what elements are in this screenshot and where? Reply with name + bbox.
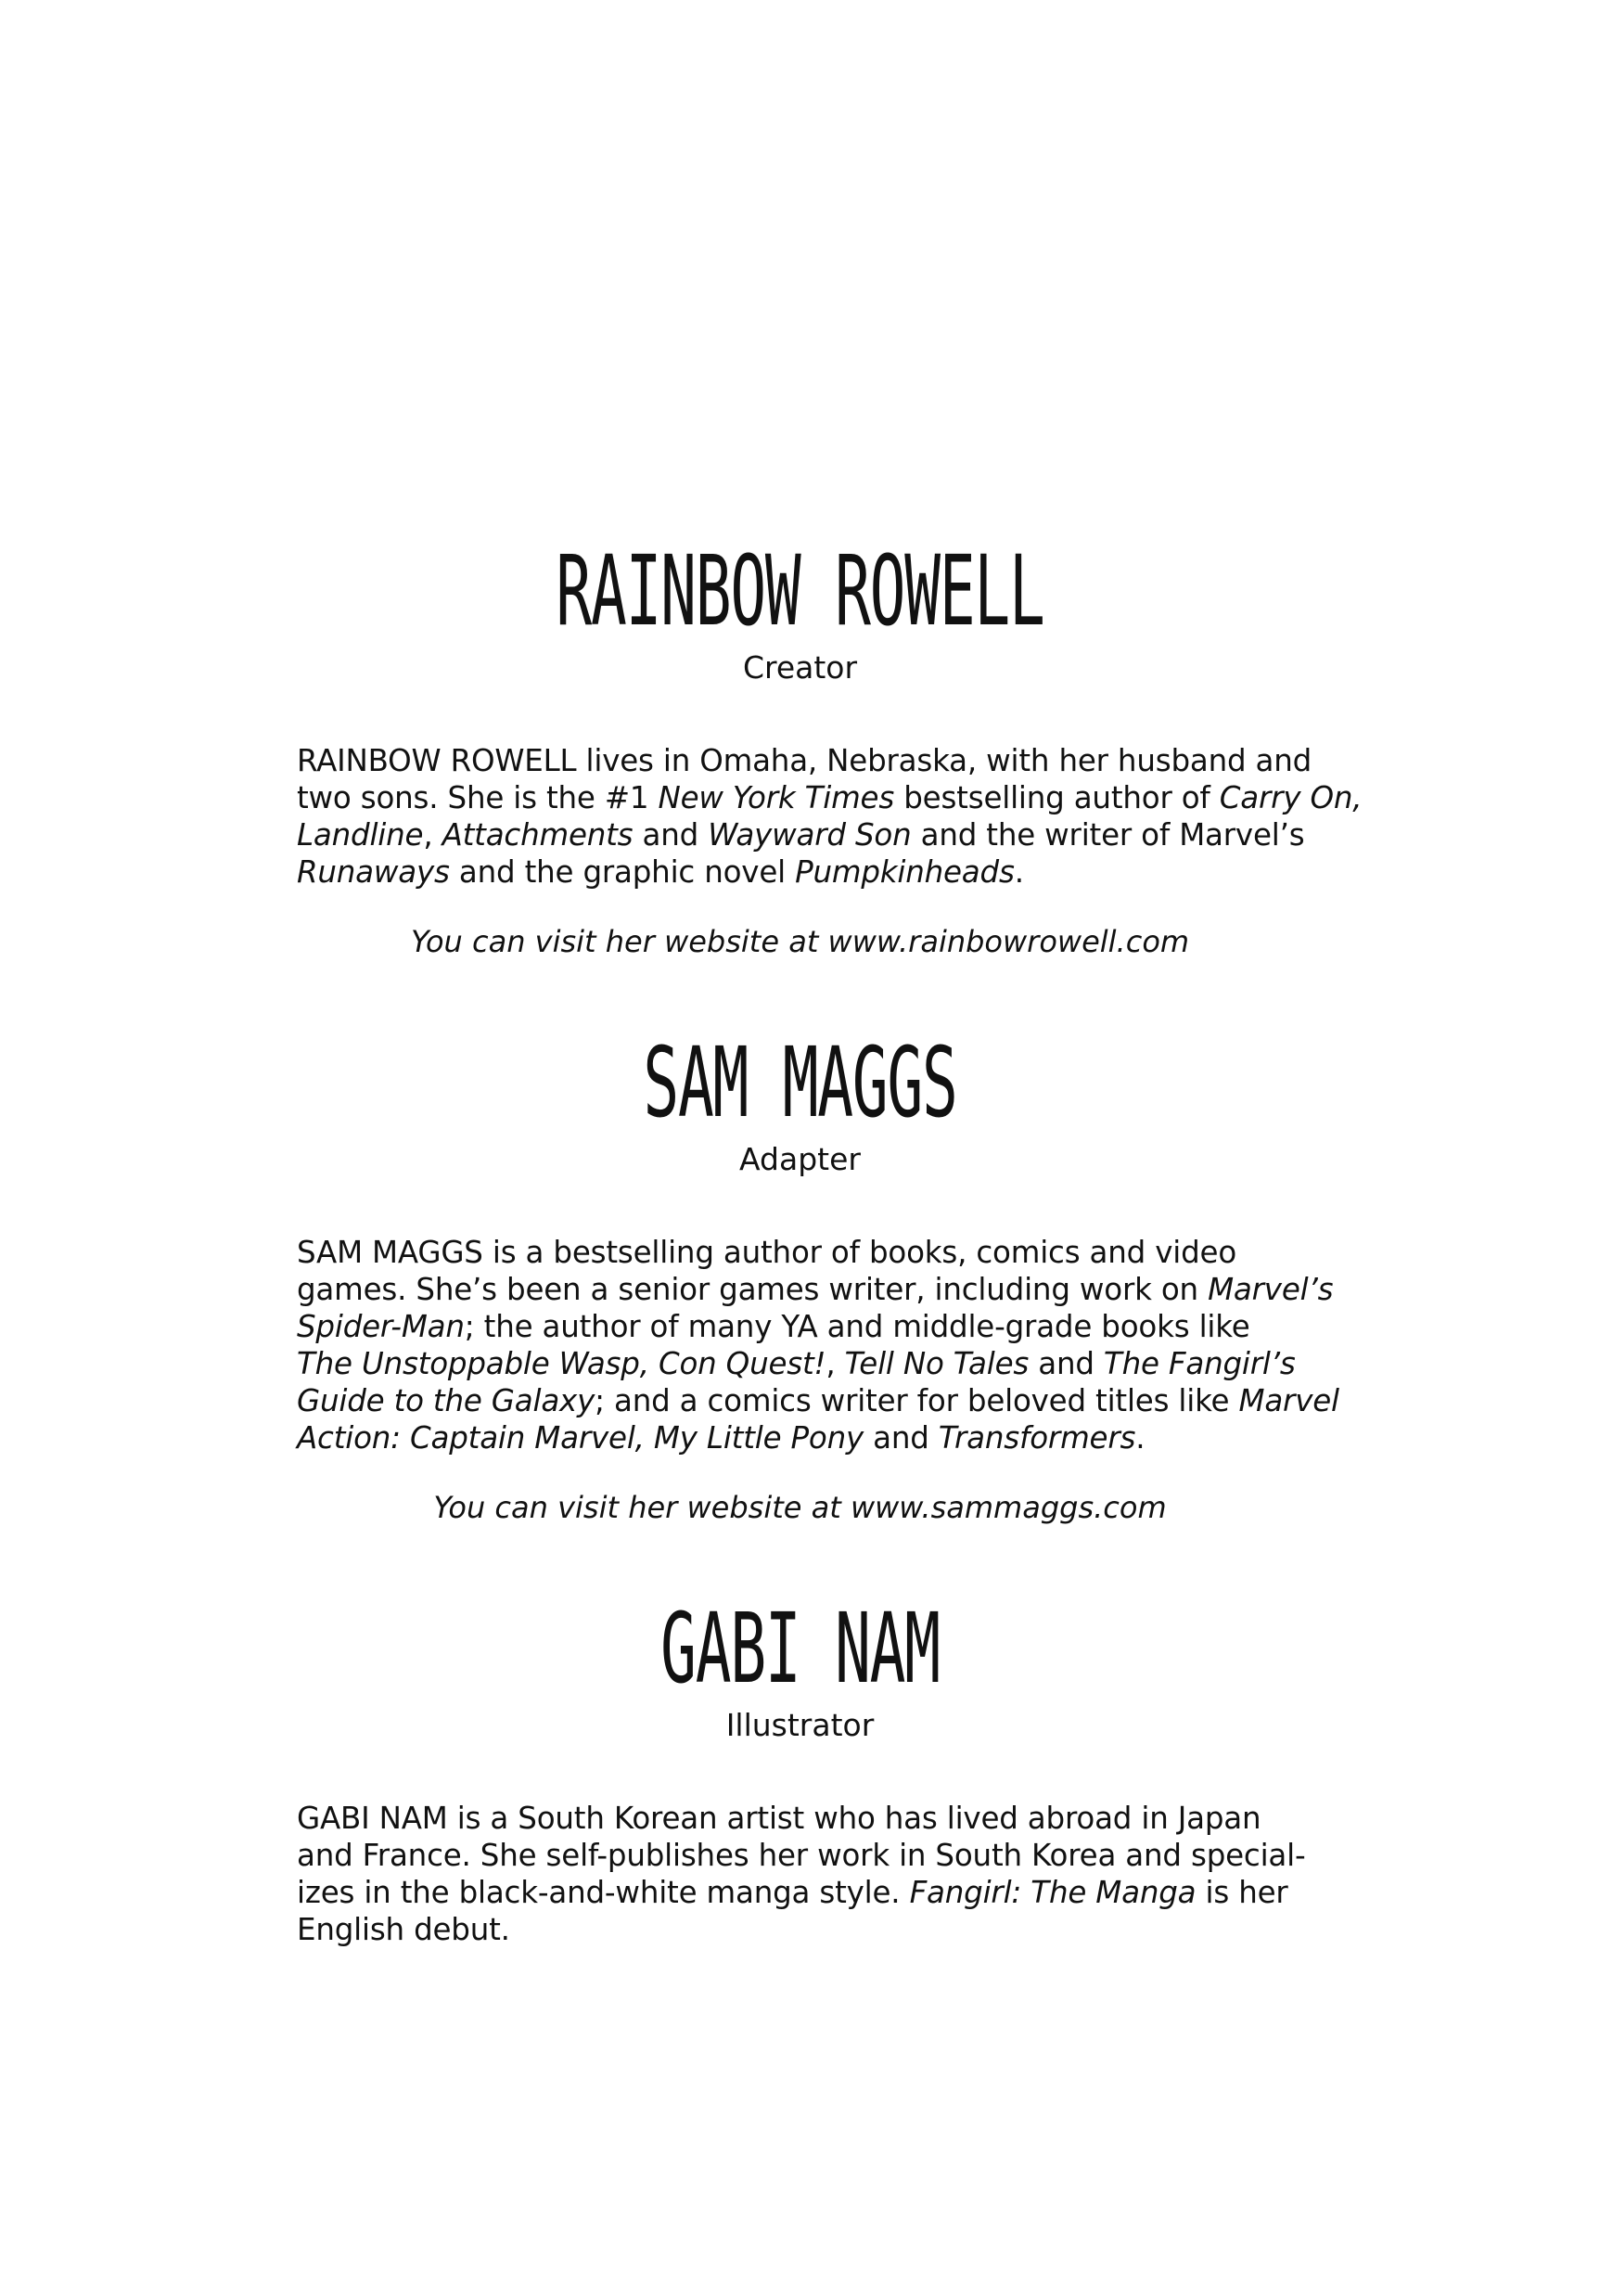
text-run: English debut. xyxy=(297,1912,510,1947)
text-run: , xyxy=(826,1346,845,1381)
text-run: two sons. She is the #1 xyxy=(297,780,659,815)
italic-title: Marvel xyxy=(1238,1383,1339,1418)
text-run: and France. She self-publishes her work in South Korea and special- xyxy=(297,1838,1306,1873)
adapter-role: Adapter xyxy=(739,1141,861,1177)
illustrator-role: Illustrator xyxy=(725,1707,875,1743)
italic-title: Fangirl: The Manga xyxy=(909,1875,1197,1910)
italic-title: The Unstoppable Wasp, Con Quest! xyxy=(297,1346,826,1381)
text-run: SAM MAGGS is a bestselling author of books, comics and video xyxy=(297,1235,1237,1270)
italic-title: Transformers xyxy=(938,1420,1136,1456)
bio-line xyxy=(297,1382,1339,1419)
bio-line xyxy=(297,1271,1336,1308)
bio-line xyxy=(297,1345,1336,1382)
italic-title: Guide to the Galaxy xyxy=(297,1383,595,1418)
italic-title: Spider-Man xyxy=(297,1309,465,1344)
bio-line xyxy=(297,1911,1336,1948)
bio-line xyxy=(297,1308,1336,1345)
text-run: and the graphic novel xyxy=(449,854,796,890)
italic-title: New York Times xyxy=(658,780,895,815)
text-run: and xyxy=(1029,1346,1104,1381)
bio-line xyxy=(297,853,1336,891)
adapter-bio-text xyxy=(297,1234,1339,1456)
bio-line xyxy=(297,1419,1336,1456)
bio-line xyxy=(297,742,1336,779)
italic-title: The Fangirl’s xyxy=(1103,1346,1296,1381)
bio-line xyxy=(297,1837,1336,1874)
text-run: , xyxy=(423,817,442,853)
text-run: games. She’s been a senior games writer, including work on xyxy=(297,1272,1209,1307)
text-run: GABI NAM is a South Korean artist who has lived abroad in Japan xyxy=(297,1801,1261,1836)
bio-line xyxy=(297,1234,1336,1271)
bio-line xyxy=(297,779,1363,816)
italic-title: Attachments xyxy=(442,817,634,853)
italic-title: Carry On, xyxy=(1219,780,1363,815)
text-run: RAINBOW ROWELL lives in Omaha, Nebraska, with her husband and xyxy=(297,743,1312,778)
italic-title: Tell No Tales xyxy=(844,1346,1030,1381)
italic-title: Wayward Son xyxy=(708,817,912,853)
bio-line xyxy=(297,1874,1336,1911)
creator-name: RAINBOW ROWELL xyxy=(556,534,1044,648)
text-run: . xyxy=(1135,1420,1146,1456)
bio-line xyxy=(297,1800,1336,1837)
illustrator-name: GABI NAM xyxy=(660,1592,940,1705)
italic-title: Landline xyxy=(297,817,424,853)
adapter-name: SAM MAGGS xyxy=(643,1026,957,1139)
adapter-website: You can visit her website at www.sammaggs.com xyxy=(433,1490,1167,1525)
text-run: . xyxy=(1014,854,1024,890)
creator-website: You can visit her website at www.rainbowrowell.com xyxy=(410,924,1190,959)
text-run: and xyxy=(633,817,709,853)
italic-title: Marvel’s xyxy=(1208,1272,1334,1307)
italic-title: Action: Captain Marvel, My Little Pony xyxy=(297,1420,864,1456)
illustrator-bio-text xyxy=(297,1800,1336,1948)
text-run: ; and a comics writer for beloved titles like xyxy=(595,1383,1239,1418)
text-run: is her xyxy=(1196,1875,1288,1910)
text-run: and xyxy=(864,1420,939,1456)
text-run: and the writer of Marvel’s xyxy=(911,817,1305,853)
text-run: ; the author of many YA and middle-grade books like xyxy=(464,1309,1250,1344)
text-run: izes in the black-and-white manga style. xyxy=(297,1875,910,1910)
italic-title: Runaways xyxy=(297,854,450,890)
creator-role: Creator xyxy=(742,649,858,686)
italic-title: Pumpkinheads xyxy=(795,854,1015,890)
text-run: bestselling author of xyxy=(894,780,1220,815)
creator-bio-text xyxy=(297,742,1363,891)
bio-line xyxy=(297,816,1336,853)
